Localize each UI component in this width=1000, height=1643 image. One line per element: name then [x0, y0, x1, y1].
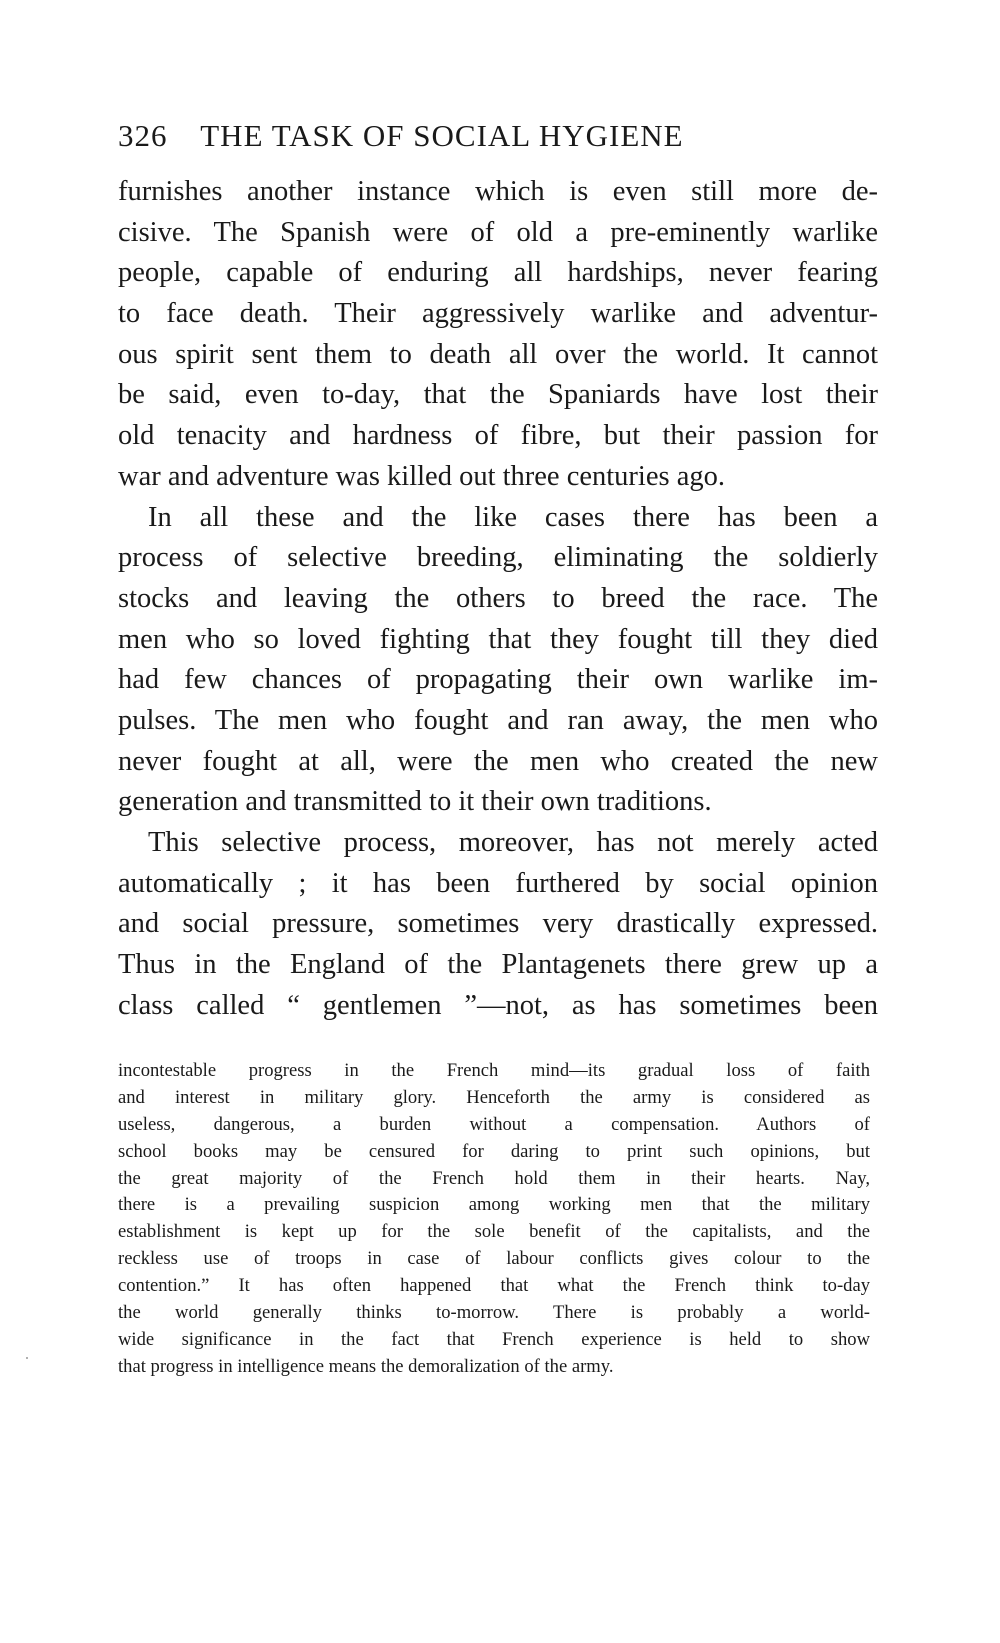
text-line: cisive. The Spanish were of old a pre-eminently warlike — [118, 216, 878, 248]
text-line: to face death. Their aggressively warlike and adventur- — [118, 298, 878, 330]
text-line: In all these and the like cases there has been a — [148, 501, 878, 533]
text-line: class called “ gentlemen ”—not, as has sometimes been — [118, 989, 878, 1021]
text-line: people, capable of enduring all hardships, never fearing — [118, 257, 878, 289]
text-line: automatically ; it has been furthered by social opinion — [118, 867, 878, 899]
scan-speck — [26, 1357, 28, 1359]
footnote-line: establishment is kept up for the sole benefit of the capitalists, and the — [118, 1221, 870, 1243]
paragraph — [118, 823, 878, 1026]
text-line: old tenacity and hardness of fibre, but their passion for — [118, 420, 878, 452]
text-line: stocks and leaving the others to breed the race. The — [118, 582, 878, 614]
footnote-line: the great majority of the French hold them in their hearts. Nay, — [118, 1167, 870, 1189]
text-line: pulses. The men who fought and ran away, the men who — [118, 704, 878, 736]
text-line: war and adventure was killed out three centuries ago. — [118, 460, 725, 492]
text-line: generation and transmitted to it their own traditions. — [118, 786, 712, 818]
footnote-line: there is a prevailing suspicion among working men that the military — [118, 1194, 870, 1216]
footnote-line: school books may be censured for daring to print such opinions, but — [118, 1140, 870, 1162]
page-number: 326 — [118, 118, 168, 153]
running-header — [118, 118, 878, 158]
footnote-line: that progress in intelligence means the demoralization of the army. — [118, 1355, 614, 1377]
text-line: ous spirit sent them to death all over the world. It cannot — [118, 338, 878, 370]
text-line: furnishes another instance which is even still more de- — [118, 176, 878, 207]
footnote-line: contention.” It has often happened that what the French think to-day — [118, 1275, 870, 1297]
text-line: Thus in the England of the Plantagenets there grew up a — [118, 949, 878, 981]
footnote-line: the world generally thinks to-morrow. There is probably a world- — [118, 1302, 870, 1324]
footnote-line: wide significance in the fact that French experience is held to show — [118, 1328, 870, 1350]
text-line: be said, even to-day, that the Spaniards have lost their — [118, 379, 878, 411]
text-line: process of selective breeding, eliminating the soldierly — [118, 542, 878, 574]
footnote-line: reckless use of troops in case of labour conflicts gives colour to the — [118, 1248, 870, 1270]
paragraph — [118, 172, 878, 498]
running-title: THE TASK OF SOCIAL HYGIENE — [200, 118, 684, 153]
text-line: men who so loved fighting that they fought till they died — [118, 623, 878, 655]
body-text — [118, 172, 878, 1026]
footnote — [118, 1058, 870, 1381]
paragraph — [118, 498, 878, 824]
text-line: never fought at all, were the men who created the new — [118, 745, 878, 777]
text-line: had few chances of propagating their own warlike im- — [118, 664, 878, 696]
footnote-line: useless, dangerous, a burden without a compensation. Authors of — [118, 1113, 870, 1135]
text-line: and social pressure, sometimes very drastically expressed. — [118, 908, 878, 940]
footnote-line: incontestable progress in the French mind—its gradual loss of faith — [118, 1060, 870, 1081]
text-line: This selective process, moreover, has not merely acted — [148, 827, 878, 858]
footnote-line: and interest in military glory. Henceforth the army is considered as — [118, 1086, 870, 1108]
